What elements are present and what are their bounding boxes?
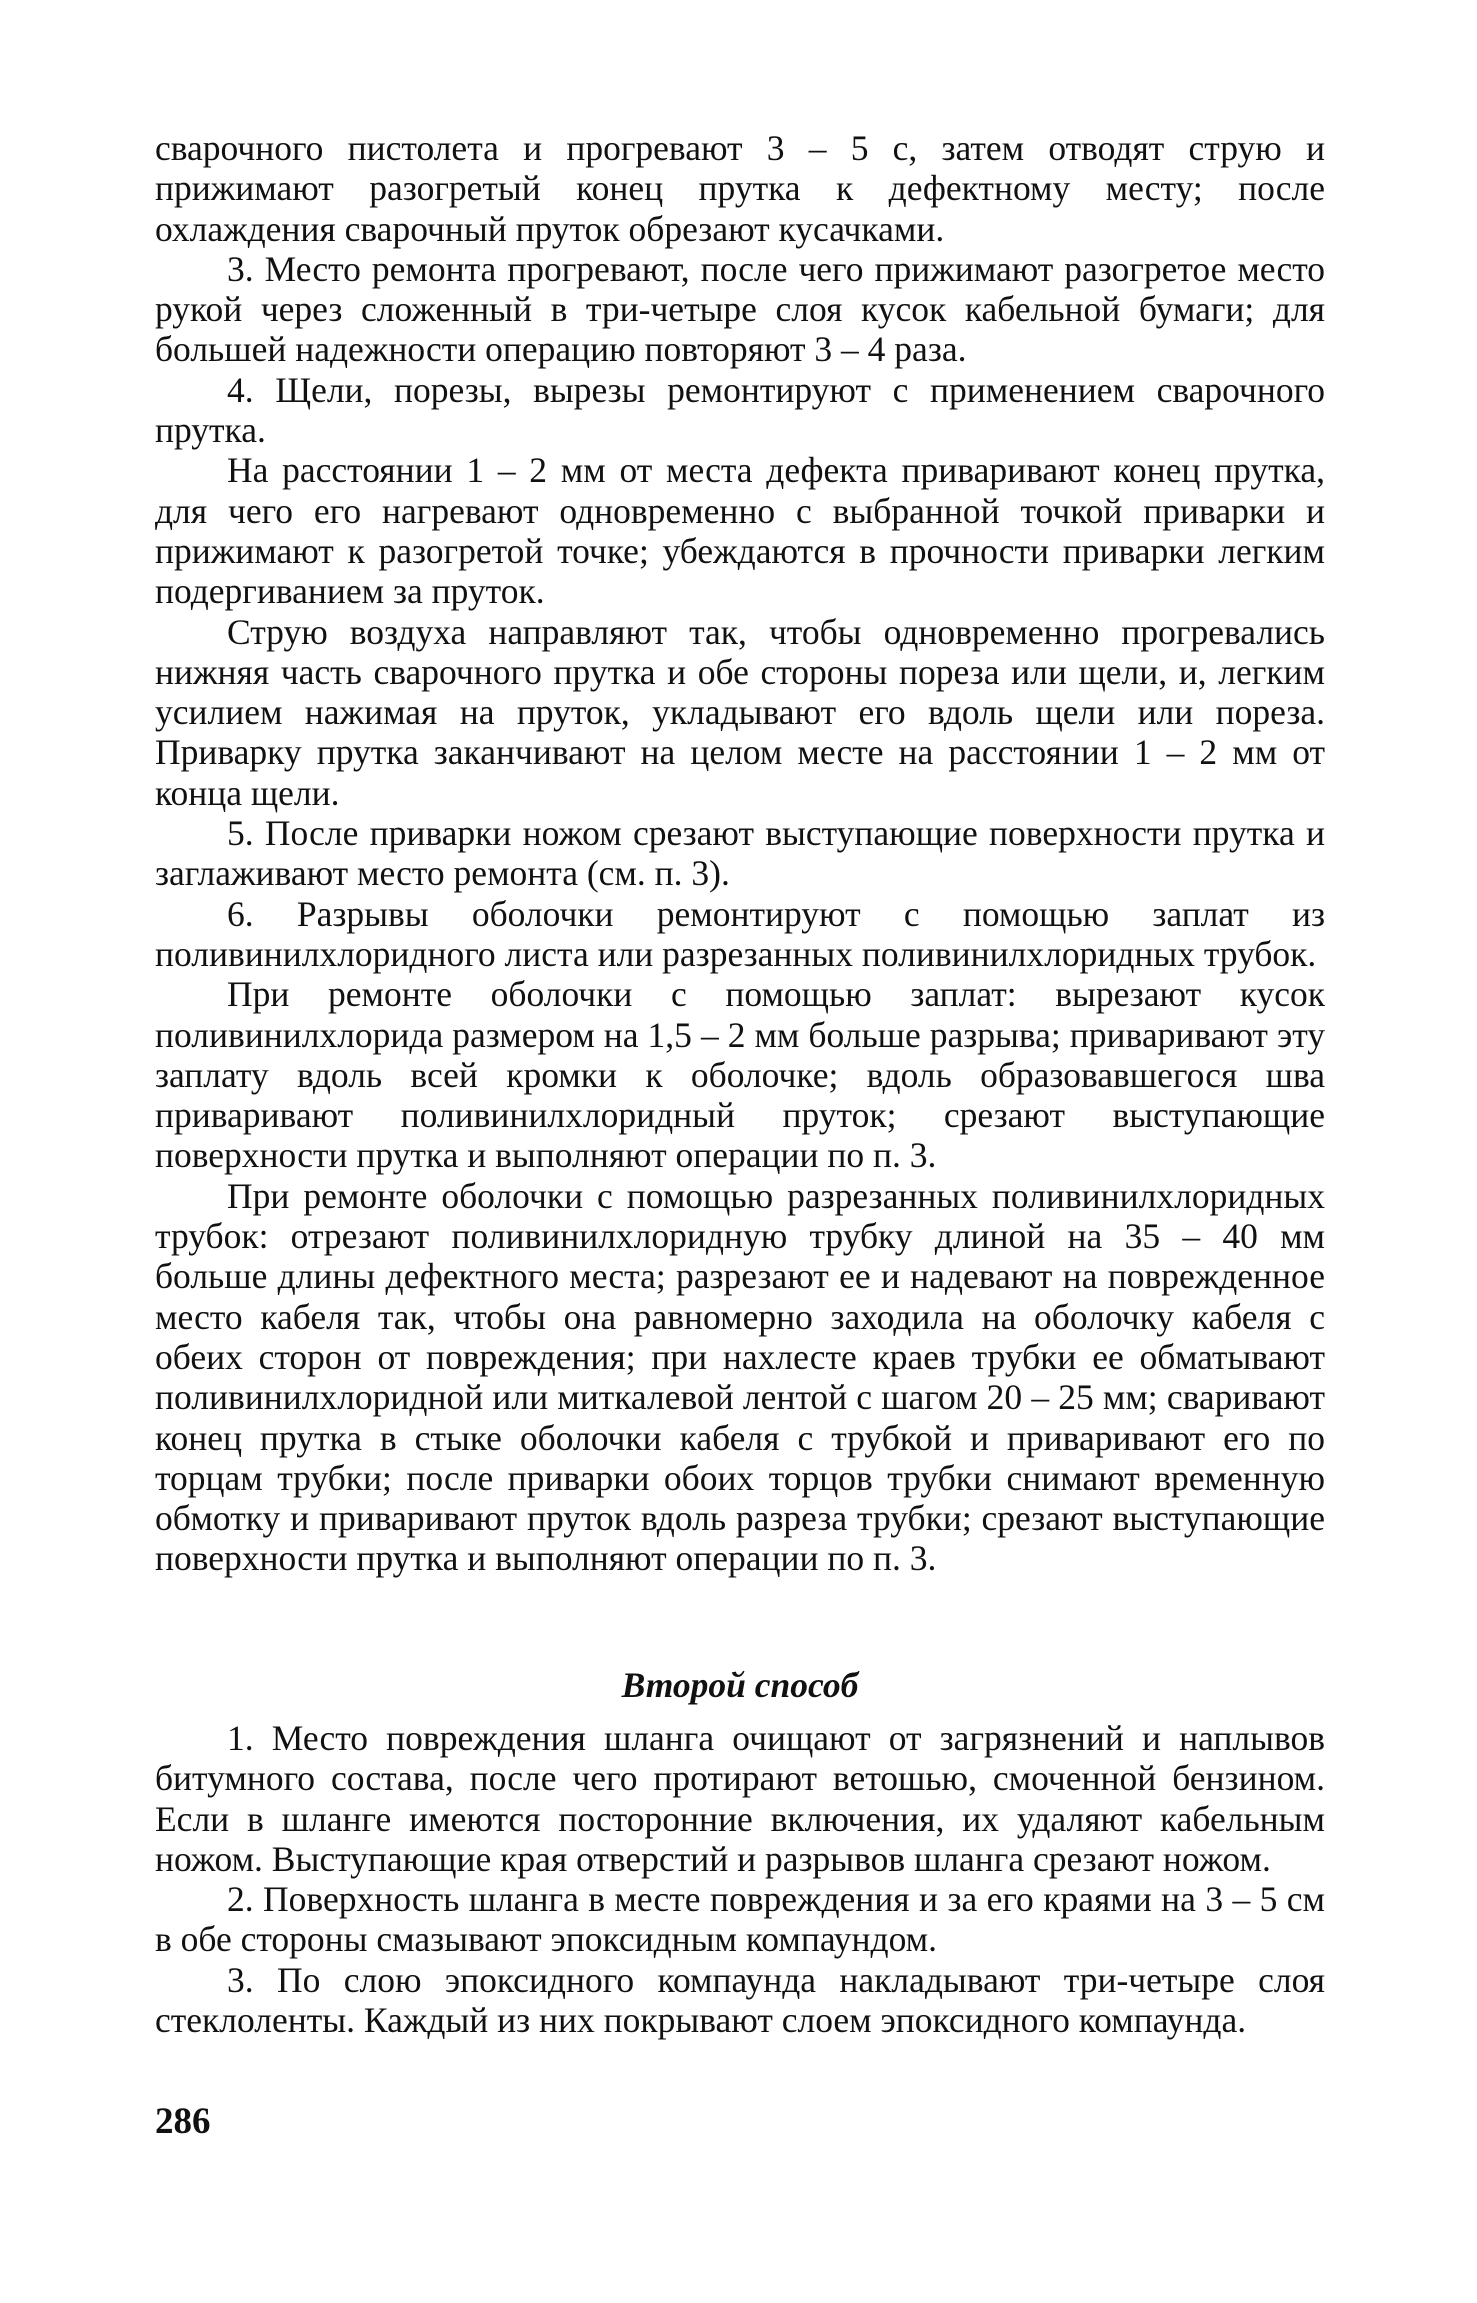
paragraph: 3. Место ремонта прогревают, после чего прижимают разогретое место рукой через сложенный в три-четыре слоя кусок кабельной бумаги; для большей надежности операцию повторяют 3 – 4 раза. [155, 248, 1325, 370]
section1-text [155, 128, 1325, 1579]
paragraph: При ремонте оболочки с помощью разрезанных поливинилхлоридных трубок: отрезают поливинилхлоридную трубку длиной на 35 – 40 мм больше длины дефектного места; разрезают ее и надевают на поврежденное место кабеля так, чтобы она равномерно заходила на оболочку кабеля с обеих сторон от повреждения; при нахлесте краев трубки ее обматывают поливинилхлоридной или миткалевой лентой с шагом 20 – 25 мм; сваривают конец прутка в стыке оболочки кабеля с трубкой и приваривают его по торцам трубки; после приварки обоих торцов трубки снимают временную обмотку и приваривают пруток вдоль разреза трубки; срезают выступающие поверхности прутка и выполняют операции по п. 3. [155, 1175, 1325, 1579]
paragraph: сварочного пистолета и прогревают 3 – 5 с, затем отводят струю и прижимают разогретый конец прутка к дефектному месту; после охлаждения сварочный пруток обрезают кусачками. [155, 128, 1325, 249]
paragraph: 6. Разрывы оболочки ремонтируют с помощью заплат из поливинилхлоридного листа или разрезанных поливинилхлоридных трубок. [155, 893, 1325, 974]
paragraph: При ремонте оболочки с помощью заплат: вырезают кусок поливинилхлорида размером на 1,5 – 2 мм больше разрыва; приваривают эту заплату вдоль всей кромки к оболочке; вдоль образовавшегося шва приваривают поливинилхлоридный пруток; срезают выступающие поверхности прутка и выполняют операции по п. 3. [155, 974, 1325, 1176]
paragraph: Струю воздуха направляют так, чтобы одновременно прогревались нижняя часть сварочного прутка и обе стороны пореза или щели, и, легким усилием нажимая на пруток, укладывают его вдоль щели или пореза. Приварку прутка заканчивают на целом месте на расстоянии 1 – 2 мм от конца щели. [155, 611, 1325, 813]
paragraph: 4. Щели, порезы, вырезы ремонтируют с применением сварочного прутка. [155, 369, 1325, 451]
page-number: 286 [155, 2101, 211, 2142]
section-heading: Второй способ [621, 1665, 859, 1705]
paragraph: На расстоянии 1 – 2 мм от места дефекта приваривают конец прутка, для чего его нагревают одновременно с выбранной точкой приварки и прижимают к разогретой точке; убеждаются в прочности приварки легким подергиванием за пруток. [155, 450, 1325, 612]
paragraph: 5. После приварки ножом срезают выступающие поверхности прутка и заглаживают место ремонта (см. п. 3). [155, 813, 1325, 894]
paragraph: 3. По слою эпоксидного компаунда накладывают три-четыре слоя стеклоленты. Каждый из них покрывают слоем эпоксидного компаунда. [155, 1959, 1325, 2041]
paragraph: 2. Поверхность шланга в месте повреждения и за его краями на 3 – 5 см в обе стороны смазывают эпоксидным компаундом. [155, 1879, 1325, 1960]
section2-text [155, 1718, 1325, 2040]
paragraph: 1. Место повреждения шланга очищают от загрязнений и наплывов битумного состава, после чего протирают ветошью, смоченной бензином. Если в шланге имеются посторонние включения, их удаляют кабельным ножом. Выступающие края отверстий и разрывов шланга срезают ножом. [155, 1718, 1325, 1879]
